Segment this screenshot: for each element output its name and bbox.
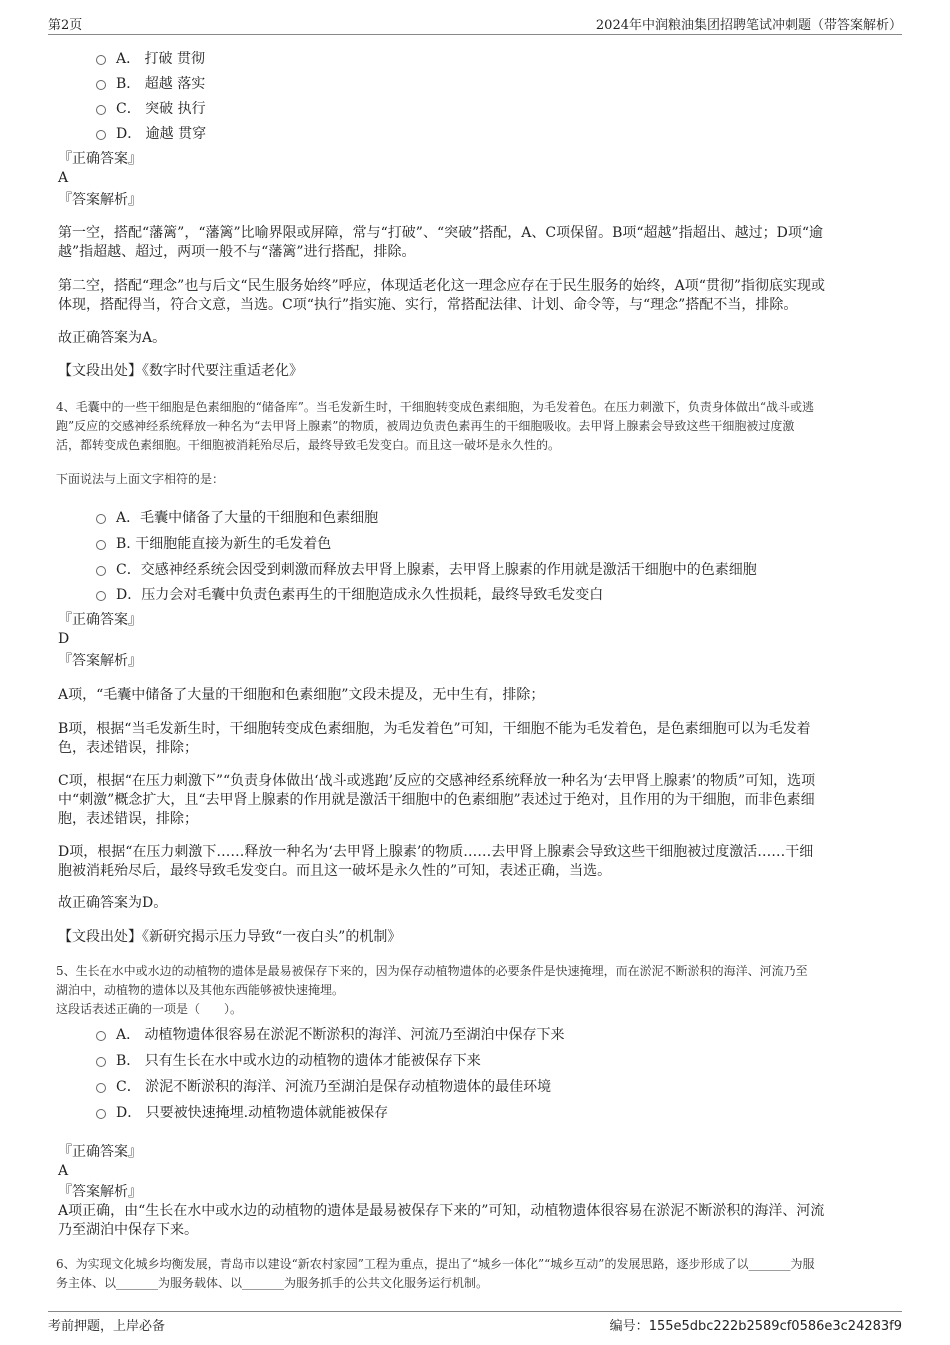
q4-answer-label: 『正确答案』 [58,612,142,628]
q5-prompt: 这段话表述正确的一项是（ ）。 [56,1002,243,1016]
q5-option-a[interactable]: A． 动植物遗体很容易在淤泥不断淤积的海洋、河流乃至湖泊中保存下来 [96,1024,565,1044]
q4-option-d[interactable]: D．压力会对毛囊中负责色素再生的干细胞造成永久性损耗，最终导致毛发变白 [96,584,603,604]
radio-icon[interactable] [96,55,106,65]
radio-icon[interactable] [96,130,106,140]
q5-analysis-label: 『答案解析』 [58,1184,142,1200]
q4-stem-line2: 跑”反应的交感神经系统释放一种名为“去甲肾上腺素”的物质，被周边负责色素再生的干细胞吸收。去甲肾上腺素会导致这些干细胞被过度激 [56,419,795,433]
radio-icon[interactable] [96,1083,106,1093]
q3-answer-label: 『正确答案』 [58,151,142,167]
footer-slogan: 考前押题，上岸必备 [48,1319,166,1334]
radio-icon[interactable] [96,1109,106,1119]
q3-analysis-p2-line2: 体现，搭配得当，符合文意，当选。C项“执行”指实施、实行，常搭配法律、计划、命令等，与“理念”搭配不当，排除。 [58,297,798,313]
q4-analysis-label: 『答案解析』 [58,653,142,669]
document-id-code: 155e5dbc222b2589cf0586e3c24283f9 [648,1319,902,1334]
q4-option-a[interactable]: A．毛囊中储备了大量的干细胞和色素细胞 [96,507,378,527]
q4-stem-line1: 4、毛囊中的一些干细胞是色素细胞的“储备库”。当毛发新生时，干细胞转变成色素细胞，为毛发着色。在压力刺激下，负责身体做出“战斗或逃 [56,400,815,414]
document-id-label: 编号： [609,1319,649,1334]
radio-icon[interactable] [96,591,106,601]
q4-analysis-b-line1: B项，根据“当毛发新生时，干细胞转变成色素细胞，为毛发着色”可知，干细胞不能为毛发着色，是色素细胞可以为毛发着 [58,721,811,737]
q4-analysis-a: A项，“毛囊中储备了大量的干细胞和色素细胞”文段未提及，无中生有，排除； [58,687,545,703]
q5-analysis-line2: 乃至湖泊中保存下来。 [58,1222,198,1238]
q4-analysis-c-line1: C项，根据“在压力刺激下”“负责身体做出‘战斗或逃跑’反应的交感神经系统释放一种名为‘去甲肾上腺素’的物质”可知，选项 [58,773,816,789]
q4-option-b[interactable]: B. 干细胞能直接为新生的毛发着色 [96,533,331,553]
radio-icon[interactable] [96,80,106,90]
q4-option-c[interactable]: C．交感神经系统会因受到刺激而释放去甲肾上腺素，去甲肾上腺素的作用就是激活干细胞中的色素细胞 [96,559,757,579]
q4-answer: D [58,631,70,647]
radio-icon[interactable] [96,540,106,550]
q4-analysis-c-line2: 中“刺激”概念扩大，且“去甲肾上腺素的作用就是激活干细胞中的色素细胞”表述过于绝对，且作用的为干细胞，而非色素细 [58,792,815,808]
q3-conclusion: 故正确答案为A。 [58,330,167,346]
q5-stem-line2: 湖泊中，动植物的遗体以及其他东西能够被快速掩埋。 [56,983,345,997]
q3-analysis-label: 『答案解析』 [58,192,142,208]
q3-option-c[interactable]: C． 突破 执行 [96,98,206,118]
q5-option-d[interactable]: D． 只要被快速掩埋.动植物遗体就能被保存 [96,1102,388,1122]
document-id [610,1315,902,1335]
q4-analysis-c-line3: 胞，表述错误，排除； [58,811,198,827]
page-footer [48,1311,902,1335]
q4-analysis-b-line2: 色，表述错误，排除； [58,740,198,756]
page-number: 第2页 [48,17,83,33]
radio-icon[interactable] [96,1031,106,1041]
q5-answer-label: 『正确答案』 [58,1144,142,1160]
q4-source: 【文段出处】《新研究揭示压力导致“一夜白头”的机制》 [58,929,402,945]
q3-source: 【文段出处】《数字时代要注重适老化》 [58,363,303,379]
q5-analysis-line1: A项正确，由“生长在水中或水边的动植物的遗体是最易被保存下来的”可知，动植物遗体很容易在淤泥不断淤积的海洋、河流 [58,1203,825,1219]
page-header [48,12,902,35]
q4-stem-line3: 活，都转变成色素细胞。干细胞被消耗殆尽后，最终导致毛发变白。而且这一破坏是永久性的。 [56,438,561,452]
q4-analysis-d-line1: D项，根据“在压力刺激下……释放一种名为‘去甲肾上腺素’的物质……去甲肾上腺素会导致这些干细胞被过度激活……干细 [58,844,814,860]
q6-stem-line1: 6、为实现文化城乡均衡发展，青岛市以建设“新农村家园”工程为重点，提出了“城乡一体化”“城乡互动”的发展思路，逐步形成了以_______为服 [56,1257,815,1271]
q4-prompt: 下面说法与上面文字相符的是： [56,472,225,486]
q4-analysis-d-line2: 胞被消耗殆尽后，最终导致毛发变白。而且这一破坏是永久性的”可知，表述正确，当选。 [58,863,612,879]
radio-icon[interactable] [96,1057,106,1067]
radio-icon[interactable] [96,514,106,524]
q5-option-b[interactable]: B． 只有生长在水中或水边的动植物的遗体才能被保存下来 [96,1050,481,1070]
radio-icon[interactable] [96,566,106,576]
document-title: 2024年中润粮油集团招聘笔试冲刺题（带答案解析） [595,17,902,33]
q4-conclusion: 故正确答案为D。 [58,895,168,911]
q3-analysis-p2-line1: 第二空，搭配“理念”也与后文“民生服务始终”呼应，体现适老化这一理念应存在于民生服务的始终，A项“贯彻”指彻底实现或 [58,278,826,294]
q3-option-b[interactable]: B． 超越 落实 [96,73,205,93]
q3-analysis-p1-line2: 越”指超越、超过，两项一般不与“藩篱”进行搭配，排除。 [58,244,416,260]
q3-analysis-p1-line1: 第一空，搭配“藩篱”，“藩篱”比喻界限或屏障，常与“打破”、“突破”搭配，A、C项保留。B项“超越”指超出、越过；D项“逾 [58,225,824,241]
radio-icon[interactable] [96,105,106,115]
q5-option-c[interactable]: C． 淤泥不断淤积的海洋、河流乃至湖泊是保存动植物遗体的最佳环境 [96,1076,551,1096]
q3-answer: A [58,170,69,186]
q6-stem-line2: 务主体、以_______为服务载体、以_______为服务抓手的公共文化服务运行机制。 [56,1276,489,1290]
q5-answer: A [58,1163,69,1179]
q3-option-d[interactable]: D． 逾越 贯穿 [96,123,206,143]
q5-stem-line1: 5、生长在水中或水边的动植物的遗体是最易被保存下来的，因为保存动植物遗体的必要条件是快速掩埋，而在淤泥不断淤积的海洋、河流乃至 [56,964,808,978]
q3-option-a[interactable]: A． 打破 贯彻 [96,48,205,68]
